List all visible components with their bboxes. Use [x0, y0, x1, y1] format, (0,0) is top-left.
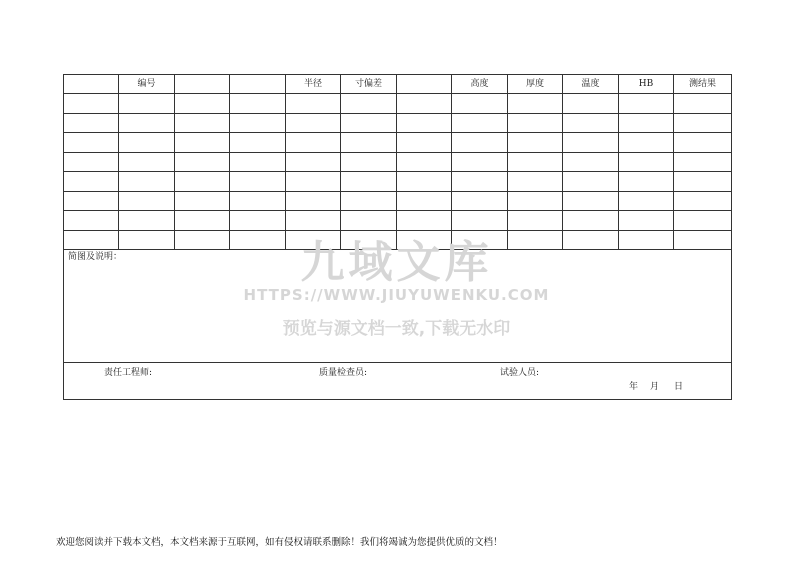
- table-cell[interactable]: [674, 113, 732, 133]
- signature-area: [64, 363, 732, 400]
- header-cell: 温度: [563, 75, 619, 94]
- table-row: [64, 230, 732, 250]
- table-cell[interactable]: [397, 211, 452, 231]
- table-cell[interactable]: [619, 133, 674, 153]
- table-cell[interactable]: [563, 133, 619, 153]
- header-cell: 半径: [286, 75, 341, 94]
- table-cell[interactable]: [119, 94, 175, 114]
- table-cell[interactable]: [563, 191, 619, 211]
- table-cell[interactable]: [230, 230, 286, 250]
- table-cell[interactable]: [175, 230, 230, 250]
- table-cell[interactable]: [64, 94, 119, 114]
- header-cell: 编号: [119, 75, 175, 94]
- footer-notice: 欢迎您阅读并下载本文档，本文档来源于互联网，如有侵权请联系删除！我们将竭诚为您提供优质的文档！: [56, 537, 503, 548]
- table-cell[interactable]: [563, 113, 619, 133]
- table-cell[interactable]: [452, 94, 508, 114]
- table-cell[interactable]: [674, 230, 732, 250]
- table-row: [64, 211, 732, 231]
- inspection-form-table: [63, 74, 732, 400]
- table-cell[interactable]: [286, 230, 341, 250]
- table-cell[interactable]: [508, 191, 563, 211]
- table-cell[interactable]: [341, 133, 397, 153]
- table-cell[interactable]: [619, 152, 674, 172]
- table-cell[interactable]: [119, 133, 175, 153]
- table-row: [64, 152, 732, 172]
- table-cell[interactable]: [397, 94, 452, 114]
- tester-label: 试验人员:: [500, 368, 540, 378]
- table-cell[interactable]: [119, 152, 175, 172]
- table-cell[interactable]: [397, 191, 452, 211]
- header-row: [64, 75, 732, 94]
- table-cell[interactable]: [230, 152, 286, 172]
- table-cell[interactable]: [563, 230, 619, 250]
- table-cell[interactable]: [286, 94, 341, 114]
- inspector-label: 质量检查员:: [319, 368, 368, 378]
- table-cell[interactable]: [64, 113, 119, 133]
- table-cell[interactable]: [508, 113, 563, 133]
- table-cell[interactable]: [64, 172, 119, 192]
- header-cell: 寸偏差: [341, 75, 397, 94]
- table-cell[interactable]: [508, 94, 563, 114]
- table-cell[interactable]: [674, 191, 732, 211]
- table-row: [64, 191, 732, 211]
- table-cell[interactable]: [674, 94, 732, 114]
- header-cell: 高度: [452, 75, 508, 94]
- header-cell: 厚度: [508, 75, 563, 94]
- header-cell: HB: [619, 75, 674, 94]
- watermark-url: HTTPS://WWW.JIUYUWENKU.COM: [243, 286, 550, 304]
- table-cell[interactable]: [397, 152, 452, 172]
- watermark-title: 九域文库: [300, 237, 493, 288]
- date-year-label: 年: [629, 382, 639, 392]
- watermark-slogan: 预览与源文档一致,下载无水印: [282, 319, 511, 339]
- table-row: [64, 113, 732, 133]
- table-cell[interactable]: [619, 191, 674, 211]
- table-cell[interactable]: [674, 133, 732, 153]
- table-cell[interactable]: [397, 230, 452, 250]
- table-cell[interactable]: [508, 230, 563, 250]
- header-cell: [397, 75, 452, 94]
- notes-label: 简图及说明：: [68, 252, 123, 262]
- table-cell[interactable]: [452, 172, 508, 192]
- table-cell[interactable]: [230, 133, 286, 153]
- table-cell[interactable]: [175, 113, 230, 133]
- date-month-label: 月: [650, 382, 660, 392]
- table-cell[interactable]: [341, 152, 397, 172]
- header-cell: [230, 75, 286, 94]
- table-cell[interactable]: [119, 172, 175, 192]
- table-cell[interactable]: [175, 133, 230, 153]
- table-cell[interactable]: [119, 113, 175, 133]
- table-cell[interactable]: [341, 94, 397, 114]
- table-cell[interactable]: [563, 211, 619, 231]
- table-row: [64, 94, 732, 114]
- table-cell[interactable]: [341, 191, 397, 211]
- table-cell[interactable]: [286, 172, 341, 192]
- table-cell[interactable]: [452, 133, 508, 153]
- table-row: [64, 172, 732, 192]
- header-cell: 测结果: [674, 75, 732, 94]
- table-row: [64, 133, 732, 153]
- table-cell[interactable]: [286, 113, 341, 133]
- table-cell[interactable]: [64, 211, 119, 231]
- table-cell[interactable]: [563, 94, 619, 114]
- table-cell[interactable]: [563, 172, 619, 192]
- table-cell[interactable]: [230, 94, 286, 114]
- table-cell[interactable]: [175, 172, 230, 192]
- table-cell[interactable]: [286, 211, 341, 231]
- table-cell[interactable]: [286, 191, 341, 211]
- table-cell[interactable]: [286, 152, 341, 172]
- table-cell[interactable]: [619, 113, 674, 133]
- table-cell[interactable]: [397, 133, 452, 153]
- table-cell[interactable]: [397, 172, 452, 192]
- table-cell[interactable]: [230, 172, 286, 192]
- table-cell[interactable]: [175, 94, 230, 114]
- table-cell[interactable]: [230, 191, 286, 211]
- table-cell[interactable]: [508, 172, 563, 192]
- table-cell[interactable]: [508, 152, 563, 172]
- table-cell[interactable]: [341, 230, 397, 250]
- table-cell[interactable]: [563, 152, 619, 172]
- table-cell[interactable]: [230, 211, 286, 231]
- table-cell[interactable]: [64, 230, 119, 250]
- table-cell[interactable]: [119, 211, 175, 231]
- table-cell[interactable]: [230, 113, 286, 133]
- table-cell[interactable]: [341, 211, 397, 231]
- table-cell[interactable]: [452, 152, 508, 172]
- table-cell[interactable]: [452, 113, 508, 133]
- table-cell[interactable]: [619, 172, 674, 192]
- engineer-label: 责任工程师:: [104, 368, 153, 378]
- notes-area[interactable]: [64, 250, 732, 363]
- table-cell[interactable]: [508, 211, 563, 231]
- table-cell[interactable]: [64, 191, 119, 211]
- table-cell[interactable]: [508, 133, 563, 153]
- table-cell[interactable]: [341, 113, 397, 133]
- header-cell: [175, 75, 230, 94]
- table-cell[interactable]: [64, 152, 119, 172]
- table-cell[interactable]: [175, 152, 230, 172]
- table-cell[interactable]: [397, 113, 452, 133]
- table-cell[interactable]: [452, 211, 508, 231]
- table-cell[interactable]: [119, 191, 175, 211]
- date-day-label: 日: [674, 382, 684, 392]
- table-cell[interactable]: [452, 230, 508, 250]
- table-cell[interactable]: [619, 211, 674, 231]
- table-cell[interactable]: [64, 133, 119, 153]
- table-cell[interactable]: [674, 152, 732, 172]
- table-cell[interactable]: [674, 172, 732, 192]
- table-cell[interactable]: [619, 230, 674, 250]
- table-cell[interactable]: [619, 94, 674, 114]
- header-cell: [64, 75, 119, 94]
- table-cell[interactable]: [452, 191, 508, 211]
- table-cell[interactable]: [341, 172, 397, 192]
- table-cell[interactable]: [175, 211, 230, 231]
- table-cell[interactable]: [674, 211, 732, 231]
- table-cell[interactable]: [119, 230, 175, 250]
- table-cell[interactable]: [175, 191, 230, 211]
- table-cell[interactable]: [286, 133, 341, 153]
